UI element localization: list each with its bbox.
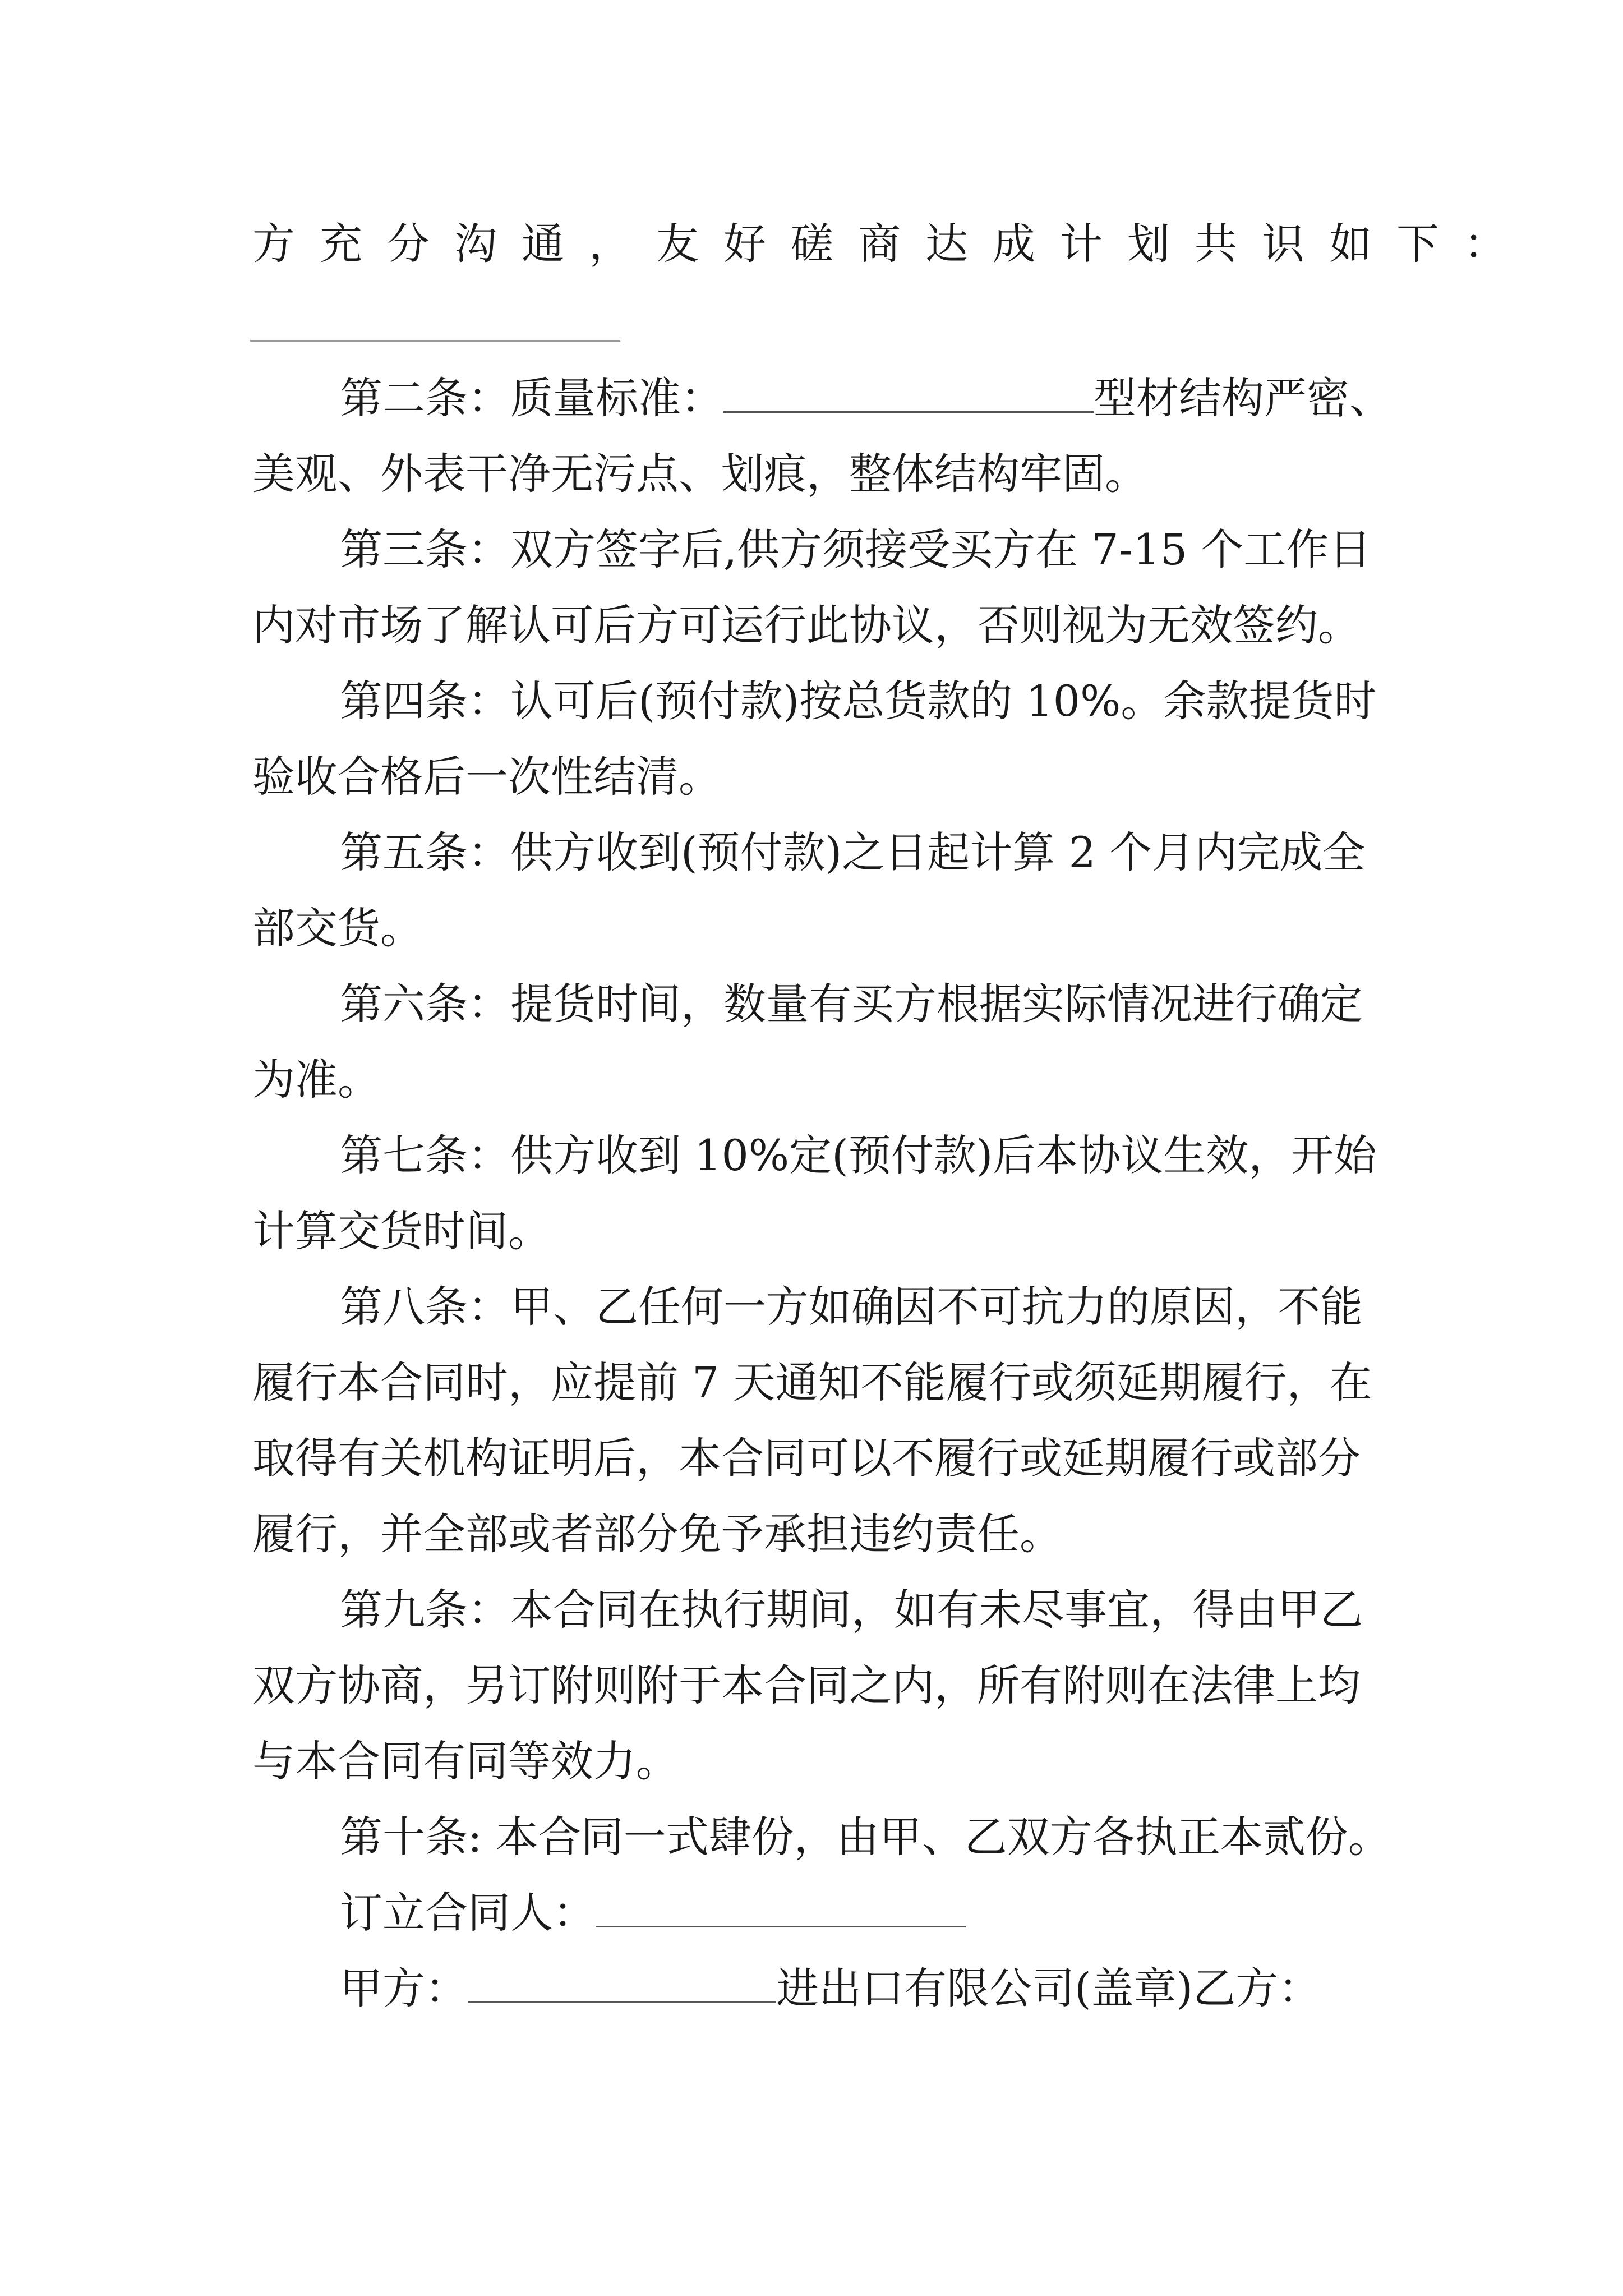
contract-text-line: 方充分沟通，友好磋商达成计划共识如下：: [252, 219, 1531, 269]
clause-2-text: 型材结构严密、: [1094, 373, 1392, 423]
clause-2-label: 第二条：质量标准：: [340, 373, 723, 423]
clause-5: 第五条：供方收到(预付款)之日起计算 2 个月内完成全: [340, 827, 1365, 877]
party-line: [340, 1961, 1461, 2017]
party-a-label: 甲方：: [340, 1963, 468, 2013]
contract-text-line: 验收合格后一次性结清。: [252, 752, 721, 802]
quality-standard-blank: [723, 374, 1094, 413]
contracting-party-label: 订立合同人：: [340, 1888, 596, 1938]
clause-4: 第四条：认可后(预付款)按总货款的 10%。余款提货时: [340, 676, 1377, 726]
clause-8: 第八条：甲、乙任何一方如确因不可抗力的原因，不能: [340, 1282, 1363, 1332]
clause-6: 第六条：提货时间，数量有买方根据实际情况进行确定: [340, 979, 1363, 1029]
contract-text-line: 取得有关机构证明后，本合同可以不履行或延期履行或部分: [252, 1433, 1361, 1483]
clause-10: 第十条: 本合同一式肆份，由甲、乙双方各执正本贰份。: [340, 1812, 1391, 1862]
party-a-blank: [468, 1964, 776, 2003]
clause-3: 第三条：双方签字后,供方须接受买方在 7-15 个工作日: [340, 524, 1372, 574]
contract-text-line: 计算交货时间。: [252, 1206, 551, 1256]
contract-text-line: 履行本合同时，应提前 7 天通知不能履行或须延期履行，在: [252, 1358, 1372, 1407]
clause-9: 第九条：本合同在执行期间，如有未尽事宜，得由甲乙: [340, 1585, 1363, 1635]
clause-7: 第七条：供方收到 10%定(预付款)后本协议生效，开始: [340, 1130, 1377, 1180]
party-a-company: 进出口有限公司(盖章)乙方：: [776, 1963, 1321, 2013]
contract-text-line: 与本合同有同等效力。: [252, 1736, 679, 1786]
contract-text-line: 履行，并全部或者部分免予承担违约责任。: [252, 1509, 1062, 1559]
contracting-party: [340, 1885, 1461, 1941]
contract-text-line: 部交货。: [252, 903, 423, 953]
contract-text-line: 为准。: [252, 1055, 380, 1105]
separator-line: [250, 340, 620, 342]
clause-2: [340, 370, 1461, 426]
contract-text-line: 美观、外表干净无污点、划痕，整体结构牢固。: [252, 449, 1147, 499]
contracting-party-blank: [596, 1889, 966, 1927]
contract-text-line: 内对市场了解认可后方可运行此协议，否则视为无效签约。: [252, 600, 1361, 650]
contract-text-line: 双方协商，另订附则附于本合同之内，所有附则在法律上均: [252, 1660, 1361, 1710]
